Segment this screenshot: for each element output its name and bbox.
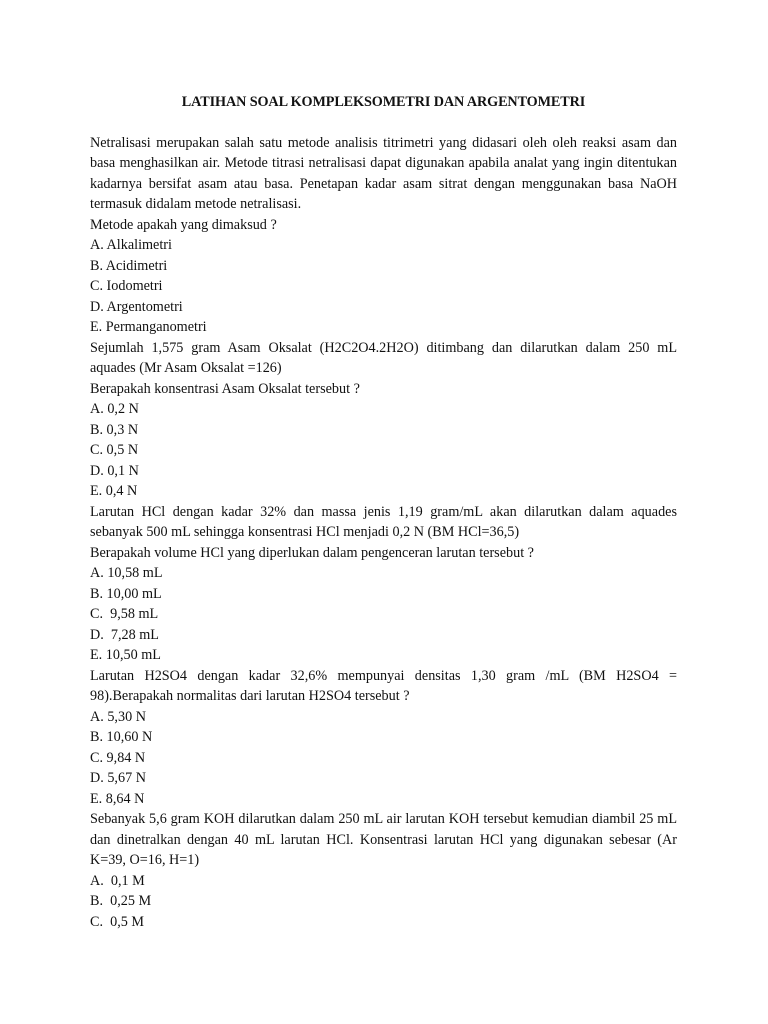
question-3-option-d: D. 7,28 mL [90,626,159,643]
question-3-stem: Larutan HCl dengan kadar 32% dan massa jenis 1,19 gram/mL akan dilarutkan dalam aquades sebanyak 500 mL sehingga konsentrasi HCl menjadi 0,2 N (BM HCl=36,5) [90,503,677,540]
question-2-stem: Sejumlah 1,575 gram Asam Oksalat (H2C2O4.2H2O) ditimbang dan dilarutkan dalam 250 mL aquades (Mr Asam Oksalat =126) [90,339,677,376]
question-4-option-c: C. 9,84 N [90,749,146,766]
question-3-option-a: A. 10,58 mL [90,565,163,581]
question-1 [90,133,677,338]
question-5-option-c: C. 0,5 M [90,913,144,930]
question-2-option-e: E. 0,4 N [90,483,138,499]
question-2-option-c: C. 0,5 N [90,442,139,458]
question-4 [90,666,677,810]
question-1-text: Metode apakah yang dimaksud ? [90,216,277,233]
question-2-text: Berapakah konsentrasi Asam Oksalat tersebut ? [90,380,360,397]
question-5 [90,809,677,932]
question-1-option-b: B. Acidimetri [90,257,168,274]
question-2-option-b: B. 0,3 N [90,421,139,438]
question-3-option-e: E. 10,50 mL [90,647,161,663]
question-3-option-b: B. 10,00 mL [90,585,162,602]
question-5-option-a: A. 0,1 M [90,872,145,889]
question-1-option-c: C. Iodometri [90,278,163,294]
document-title: LATIHAN SOAL KOMPLEKSOMETRI DAN ARGENTOMETRI [181,94,586,110]
document-page [90,92,677,932]
question-4-stem: Larutan H2SO4 dengan kadar 32,6% mempunyai densitas 1,30 gram /mL (BM H2SO4 = 98).Berapakah normalitas dari larutan H2SO4 tersebut ? [90,667,677,704]
question-1-option-d: D. Argentometri [90,298,183,315]
question-5-stem: Sebanyak 5,6 gram KOH dilarutkan dalam 250 mL air larutan KOH tersebut kemudian diambil 25 mL dan dinetralkan dengan 40 mL larutan HCl. Konsentrasi larutan HCl yang digunakan sebesar (Ar K=39, O=16, H=1) [90,811,677,868]
question-4-option-d: D. 5,67 N [90,770,146,786]
question-4-option-b: B. 10,60 N [90,729,153,745]
question-4-option-a: A. 5,30 N [90,708,146,725]
question-3 [90,502,677,666]
question-2-option-a: A. 0,2 N [90,401,139,417]
question-3-text: Berapakah volume HCl yang diperlukan dalam pengenceran larutan tersebut ? [90,544,534,561]
question-4-option-e: E. 8,64 N [90,790,145,807]
question-2-option-d: D. 0,1 N [90,462,139,479]
question-1-stem: Netralisasi merupakan salah satu metode analisis titrimetri yang didasari oleh oleh reaksi asam dan basa menghasilkan air. Metode titrasi netralisasi dapat digunakan apabila analat yang ingin ditentukan kadarnya bersifat asam atau basa. Penetapan kadar asam sitrat dengan menggunakan basa NaOH termasuk didalam metode netralisasi. [90,134,677,212]
question-2 [90,338,677,502]
question-3-option-c: C. 9,58 mL [90,606,159,622]
question-1-option-a: A. Alkalimetri [90,237,172,253]
question-1-option-e: E. Permanganometri [90,319,207,335]
question-5-option-b: B. 0,25 M [90,893,152,909]
